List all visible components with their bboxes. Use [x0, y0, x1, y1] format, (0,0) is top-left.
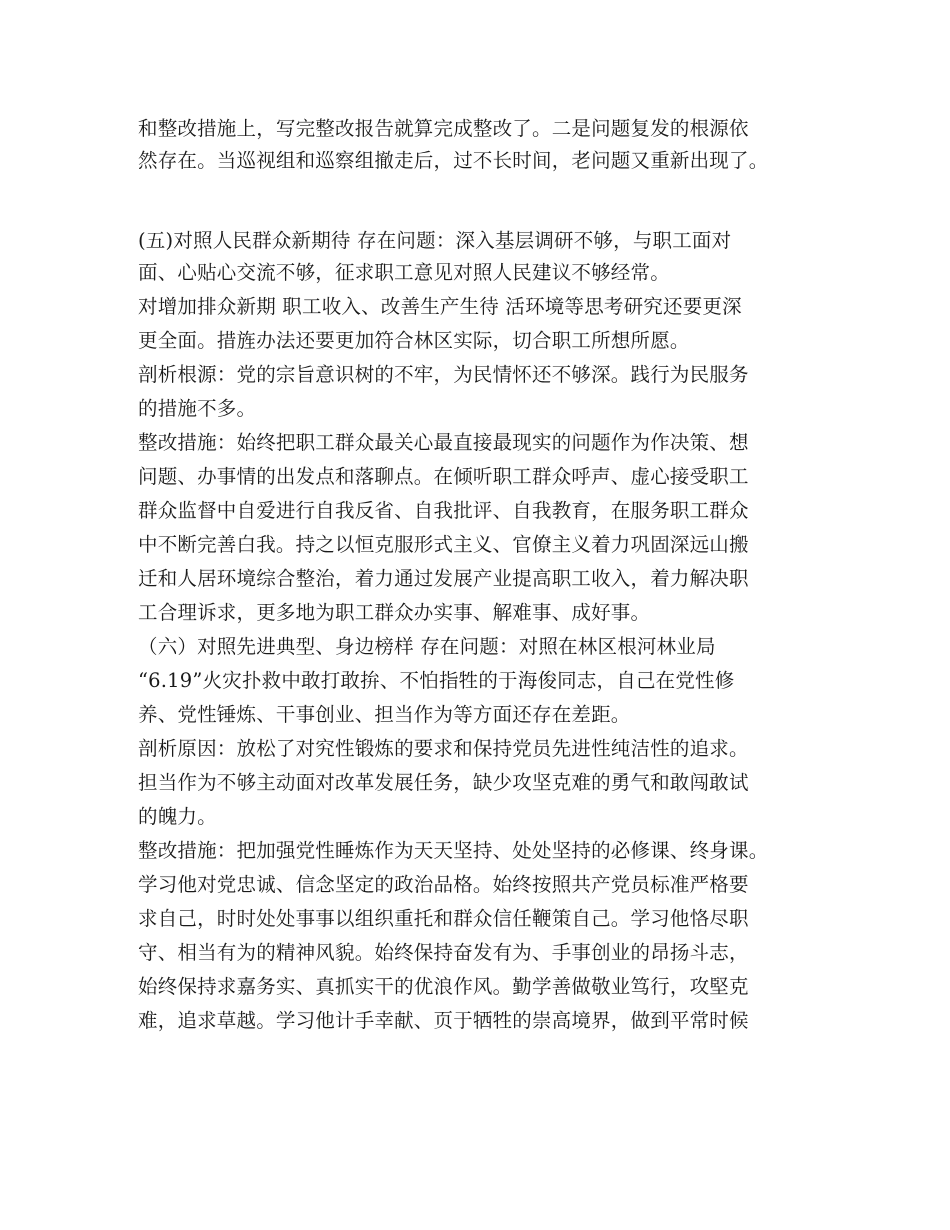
text-line: 担当作为不够主动面对改革发展任务，缺少攻坚克难的勇气和敢闯敢试	[138, 771, 749, 794]
text-line: 的魄力。	[138, 805, 217, 828]
text-line: 中不断完善白我。持之以恒克服形式主义、官僚主义着力巩固深远山搬	[138, 533, 749, 556]
section-heading-line: (五)对照人民群众新期待 存在问题：深入基层调研不够，与职工面对	[138, 229, 732, 252]
text-line: 难，追求草越。学习他计手幸献、页于牺牲的崇高境界，做到平常时候	[138, 1009, 749, 1032]
text-line: 然存在。当巡视组和巡察组撤走后，过不长时间，老问题又重新出现了。	[138, 149, 769, 172]
text-line: 更全面。措旌办法还要更加符合林区实际，切合职工所想所愿。	[138, 329, 690, 352]
text-line: 整改措施：把加强党性睡炼作为天天坚持、处处坚持的必修课、终身课。	[138, 839, 769, 862]
text-line: 群众监督中自爱进行自我反省、自我批评、自我教育，在服务职工群众	[138, 499, 749, 522]
text-line: 学习他对党忠诚、信念坚定的政治品格。始终按照共产党员标准严格要	[138, 873, 749, 896]
text-line: 剖析原因：放松了对究性锻炼的要求和保持党员先进性纯洁性的追求。	[138, 737, 749, 760]
text-line: “6.19”火灾扑救中敢打敢拚、不怕指牲的于海俊同志，自己在党性修	[138, 669, 735, 692]
text-line: 的措施不多。	[138, 397, 257, 420]
text-line: 剖析根源：党的宗旨意识树的不牢，为民情怀还不够深。践行为民服务	[138, 363, 749, 386]
text-line: 守、相当有为的精神风貌。始终保持奋发有为、手事创业的昂扬斗志，	[138, 941, 749, 964]
text-line: 始终保持求嘉务实、真抓实干的优浪作风。勤学善做敬业笃行，攻堅克	[138, 975, 749, 998]
text-line: 和整改措施上，写完整改报告就算完成整改了。二是问题复发的根源依	[138, 117, 749, 140]
text-line: 养、党性锤炼、干事创业、担当作为等方面还存在差距。	[138, 703, 631, 726]
text-line: 求自己，时时处处事事以组织重托和群众信任鞭策自己。学习他恪尽职	[138, 907, 749, 930]
text-line: 工合理诉求，更多地为职工群众办实事、解难事、成好事。	[138, 601, 651, 624]
section-heading-line: （六）对照先进典型、身边榜样 存在问题：对照在林区根河林业局	[138, 635, 716, 658]
text-line: 对增加排众新期 职工收入、改善生产生待 活环境等思考研究还要更深	[138, 295, 742, 318]
text-line: 面、心贴心交流不够，征求职工意见对照人民建议不够经常。	[138, 261, 670, 284]
text-line: 整改措施：始终把职工群众最关心最直接最现实的问题作为作决策、想	[138, 431, 749, 454]
text-line: 问题、办事情的出发点和落聊点。在倾听职工群众呼声、虚心接受职工	[138, 465, 749, 488]
text-line: 迁和人居环境综合整治，着力通过发展产业提高职工收入，着力解决职	[138, 567, 749, 590]
